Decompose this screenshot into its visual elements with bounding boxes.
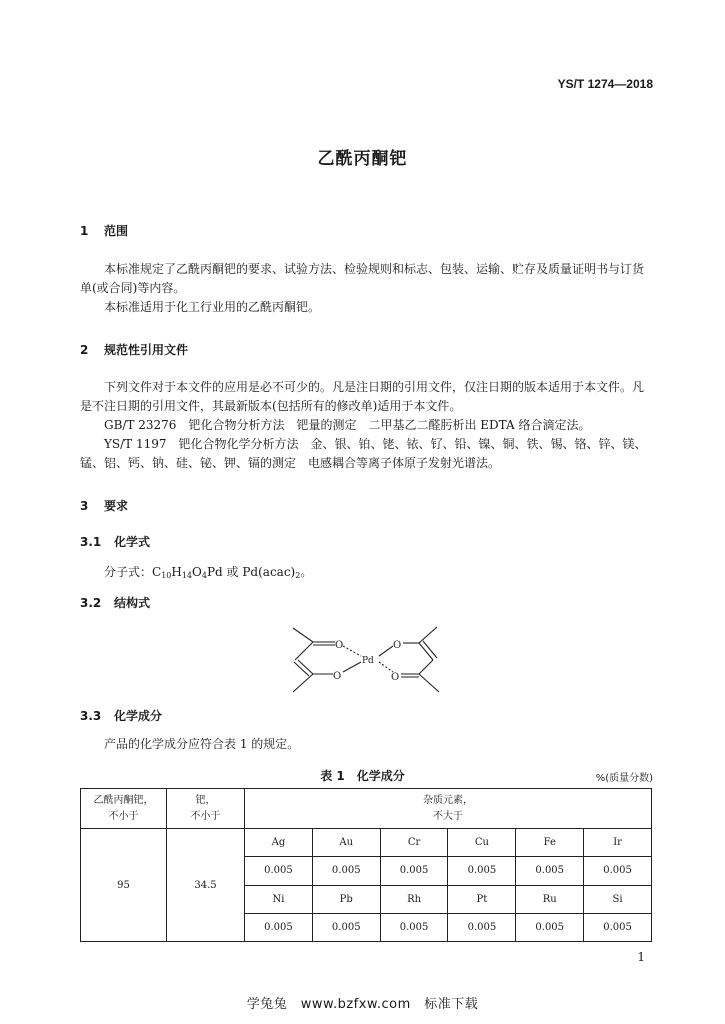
section-3-number: 3 bbox=[80, 499, 89, 513]
standard-code: YS/T 1274—2018 bbox=[557, 77, 653, 91]
formula-o: O bbox=[192, 565, 202, 579]
section-3-1-number: 3.1 bbox=[80, 535, 102, 549]
cell-element: Ag bbox=[245, 829, 313, 857]
section-3-3-number: 3.3 bbox=[80, 709, 102, 723]
section-3-heading bbox=[80, 497, 652, 514]
cell-element: Cr bbox=[380, 829, 448, 857]
cell-element: Si bbox=[584, 885, 652, 913]
bond-left-c-c-double bbox=[294, 662, 309, 676]
section-3-1-heading bbox=[80, 533, 652, 550]
cell-palladium-value: 34.5 bbox=[167, 829, 245, 942]
cell-value: 0.005 bbox=[380, 857, 448, 885]
cell-element: Pb bbox=[312, 885, 380, 913]
formula-o-subscript: 4 bbox=[201, 571, 207, 580]
document-title: 乙酰丙酮钯 bbox=[317, 149, 408, 169]
section-2-reference-gbt23276: GB/T 23276 钯化合物分析方法 钯量的测定 二甲基乙二醛肟析出 EDTA 络合滴定法。 bbox=[104, 418, 591, 432]
atom-o-left-top: O bbox=[335, 640, 344, 651]
section-3-2-number: 3.2 bbox=[80, 596, 102, 610]
section-1-body bbox=[80, 260, 652, 317]
bond-right-methyl-bottom bbox=[419, 674, 439, 692]
formula-c-subscript: 10 bbox=[161, 571, 172, 580]
header-palladium: 钯， 不小于 bbox=[167, 789, 245, 829]
bond-left-methyl-bottom bbox=[293, 674, 313, 692]
molecular-formula bbox=[104, 563, 312, 582]
cell-acetylacetonate-value: 95 bbox=[81, 829, 167, 942]
bond-right-c-c bbox=[419, 643, 433, 660]
table-row-elements-1 bbox=[81, 829, 652, 857]
section-2-number: 2 bbox=[80, 343, 89, 357]
section-3-3-title: 化学成分 bbox=[114, 709, 163, 723]
atom-o-right-top: O bbox=[393, 640, 402, 651]
page-number: 1 bbox=[637, 950, 645, 964]
cell-value: 0.005 bbox=[245, 913, 313, 941]
bond-left-methyl-top bbox=[293, 628, 313, 642]
section-2-reference-yst1197: YS/T 1197 钯化合物化学分析方法 金、银、铂、铑、铱、钌、铅、镍、铜、铁、锡、铬、锌、镁、锰、铝、钙、钠、硅、铋、钾、镉的测定 电感耦合等离子体原子发射光谱法。 bbox=[80, 437, 647, 470]
bond-right-ch bbox=[419, 660, 433, 674]
header-acetylacetonate: 乙酰丙酮钯， 不小于 bbox=[81, 789, 167, 829]
cell-value: 0.005 bbox=[380, 913, 448, 941]
section-2-heading bbox=[80, 341, 652, 358]
section-2-body bbox=[80, 378, 652, 473]
cell-value: 0.005 bbox=[516, 857, 584, 885]
section-3-3-heading bbox=[80, 707, 652, 724]
formula-prefix: 分子式：C bbox=[104, 565, 162, 579]
bond-left-ch bbox=[295, 642, 313, 660]
bond-right-coordinate bbox=[379, 662, 393, 672]
section-1-title: 范围 bbox=[104, 224, 129, 238]
atom-o-left-bottom: O bbox=[333, 671, 342, 682]
cell-value: 0.005 bbox=[312, 913, 380, 941]
formula-tail: Pd 或 Pd(acac) bbox=[206, 565, 296, 579]
table-unit-note: %(质量分数) bbox=[595, 773, 653, 784]
table-header-row bbox=[81, 789, 652, 829]
cell-element: Ru bbox=[516, 885, 584, 913]
cell-element: Rh bbox=[380, 885, 448, 913]
section-1-number: 1 bbox=[80, 224, 89, 238]
bond-left-coordinate bbox=[343, 646, 361, 656]
section-3-title: 要求 bbox=[104, 499, 129, 513]
section-1-paragraph-1: 本标准规定了乙酰丙酮钯的要求、试验方法、检验规则和标志、包装、运输、贮存及质量证明书与订货单(或合同)等内容。 bbox=[80, 262, 645, 295]
header-impurities: 杂质元素， 不大于 bbox=[245, 789, 652, 829]
atom-pd: Pd bbox=[362, 656, 374, 666]
section-1-paragraph-2: 本标准适用于化工行业用的乙酰丙酮钯。 bbox=[104, 300, 321, 314]
bond-left-pd-o bbox=[343, 662, 361, 672]
section-1-heading bbox=[80, 222, 652, 239]
footer-watermark: 学兔兔 www.bzfxw.com 标准下载 bbox=[246, 997, 479, 1012]
bond-left-c-c bbox=[298, 660, 313, 674]
formula-h-subscript: 14 bbox=[181, 571, 193, 580]
atom-o-right-bottom: O bbox=[391, 672, 400, 683]
cell-element: Cu bbox=[448, 829, 516, 857]
cell-element: Ni bbox=[245, 885, 313, 913]
section-2-paragraph-1: 下列文件对于本文件的应用是必不可少的。凡是注日期的引用文件，仅注日期的版本适用于本文件。凡是不注日期的引用文件，其最新版本(包括所有的修改单)适用于本文件。 bbox=[80, 380, 645, 413]
cell-element: Fe bbox=[516, 829, 584, 857]
table-caption: 表 1 化学成分 bbox=[320, 769, 405, 783]
formula-end: 。 bbox=[300, 565, 313, 579]
cell-element: Ir bbox=[584, 829, 652, 857]
bond-right-pd-o bbox=[379, 646, 393, 656]
cell-value: 0.005 bbox=[516, 913, 584, 941]
section-3-2-title: 结构式 bbox=[114, 596, 151, 610]
section-3-1-title: 化学式 bbox=[114, 535, 151, 549]
section-3-3-paragraph: 产品的化学成分应符合表 1 的规定。 bbox=[104, 737, 300, 751]
cell-value: 0.005 bbox=[448, 913, 516, 941]
cell-value: 0.005 bbox=[245, 857, 313, 885]
section-3-2-heading bbox=[80, 594, 652, 611]
cell-element: Pt bbox=[448, 885, 516, 913]
cell-value: 0.005 bbox=[584, 913, 652, 941]
formula-h: H bbox=[171, 565, 182, 579]
formula-acac-subscript: 2 bbox=[295, 571, 301, 580]
section-2-title: 规范性引用文件 bbox=[104, 343, 189, 357]
chemical-composition-table bbox=[80, 788, 652, 942]
cell-value: 0.005 bbox=[448, 857, 516, 885]
cell-value: 0.005 bbox=[312, 857, 380, 885]
bond-right-methyl-top bbox=[419, 627, 437, 643]
structural-formula-diagram bbox=[285, 622, 445, 700]
bond-right-c-c-double bbox=[423, 641, 437, 658]
cell-value: 0.005 bbox=[584, 857, 652, 885]
cell-element: Au bbox=[312, 829, 380, 857]
